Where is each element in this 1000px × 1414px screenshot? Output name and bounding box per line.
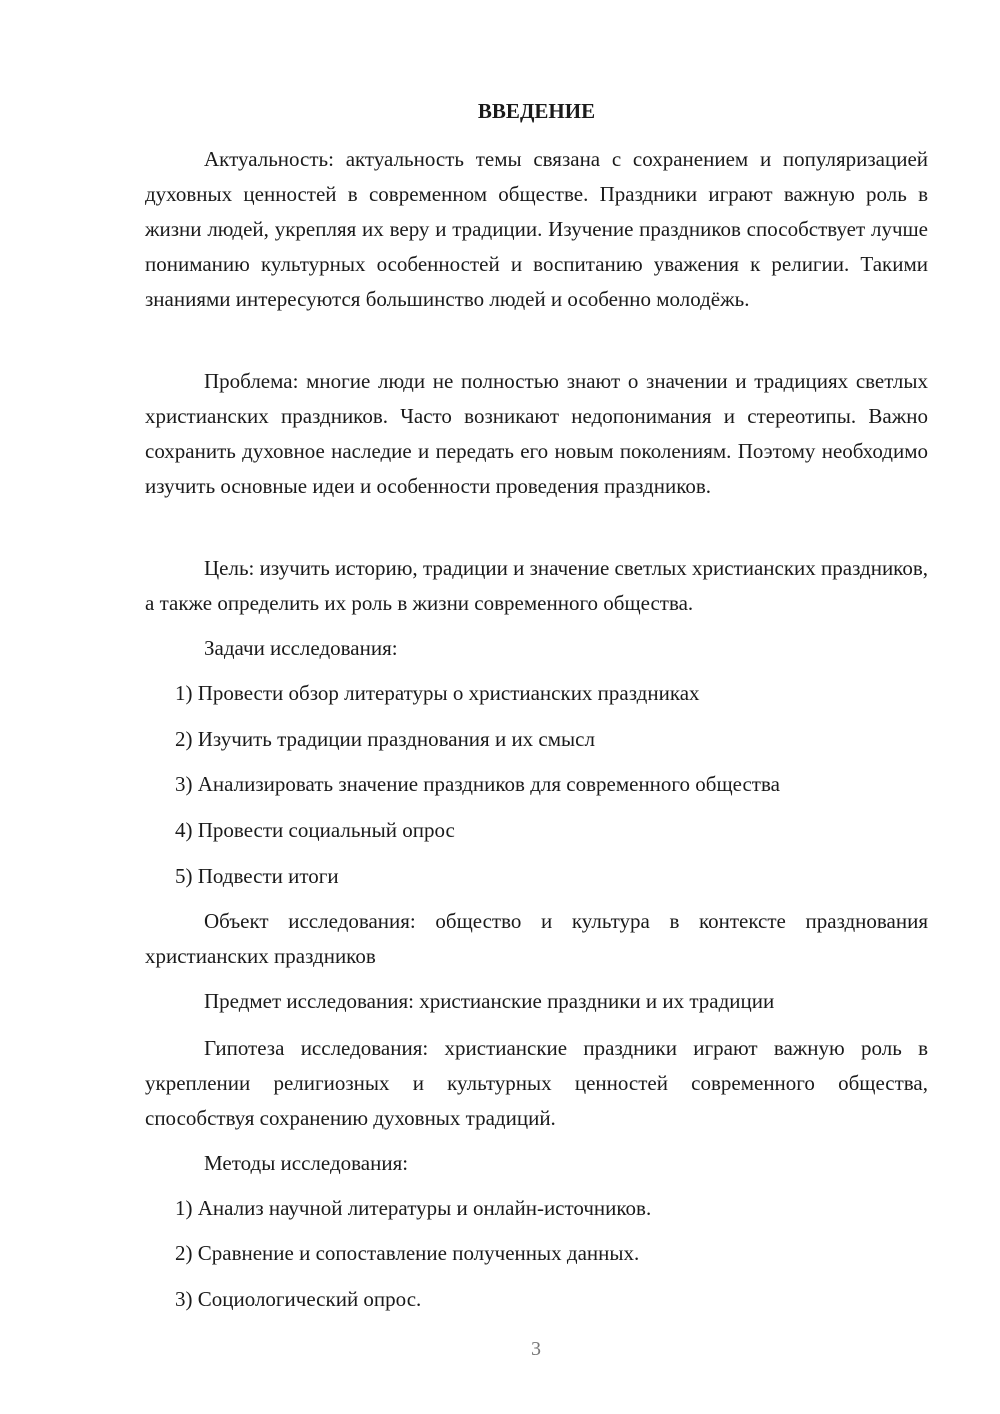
- method-item-3: 3) Социологический опрос.: [175, 1287, 422, 1311]
- tasks-heading: Задачи исследования:: [204, 636, 398, 660]
- problem-paragraph: Проблема: многие люди не полностью знают о значении и традициях светлых христианских праздников. Часто возникают недопонимания и стереотипы. Важно сохранить духовное наследие и передать его новым поколениям. Поэтому необходимо изучить основные идеи и особенности проведения праздников.: [145, 369, 928, 498]
- task-item-1: 1) Провести обзор литературы о христианских праздниках: [175, 681, 700, 705]
- relevance-paragraph: Актуальность: актуальность темы связана с сохранением и популяризацией духовных ценностей в современном обществе. Праздники играют важную роль в жизни людей, укрепляя их веру и традиции. Изучение праздников способствует лучше пониманию культурных особенностей и воспитанию уважения к религии. Такими знаниями интересуются большинство людей и особенно молодёжь.: [145, 147, 928, 311]
- methods-heading: Методы исследования:: [204, 1151, 409, 1175]
- subject-paragraph: Предмет исследования: христианские праздники и их традиции: [204, 989, 775, 1013]
- section-heading: ВВЕДЕНИЕ: [477, 99, 596, 123]
- object-paragraph: Объект исследования: общество и культура в контексте празднования христианских праздников: [145, 909, 928, 968]
- task-item-3: 3) Анализировать значение праздников для современного общества: [175, 772, 780, 796]
- method-item-1: 1) Анализ научной литературы и онлайн-источников.: [175, 1196, 652, 1220]
- goal-paragraph: Цель: изучить историю, традиции и значение светлых христианских праздников, а также определить их роль в жизни современного общества.: [145, 556, 928, 615]
- task-item-2: 2) Изучить традиции празднования и их смысл: [175, 727, 595, 751]
- method-item-2: 2) Сравнение и сопоставление полученных данных.: [175, 1241, 640, 1265]
- task-item-4: 4) Провести социальный опрос: [175, 818, 455, 842]
- page-number: 3: [531, 1338, 541, 1360]
- task-item-5: 5) Подвести итоги: [175, 864, 339, 888]
- hypothesis-paragraph: Гипотеза исследования: христианские праздники играют важную роль в укреплении религиозных и культурных ценностей современного общества, способствуя сохранению духовных традиций.: [145, 1036, 928, 1130]
